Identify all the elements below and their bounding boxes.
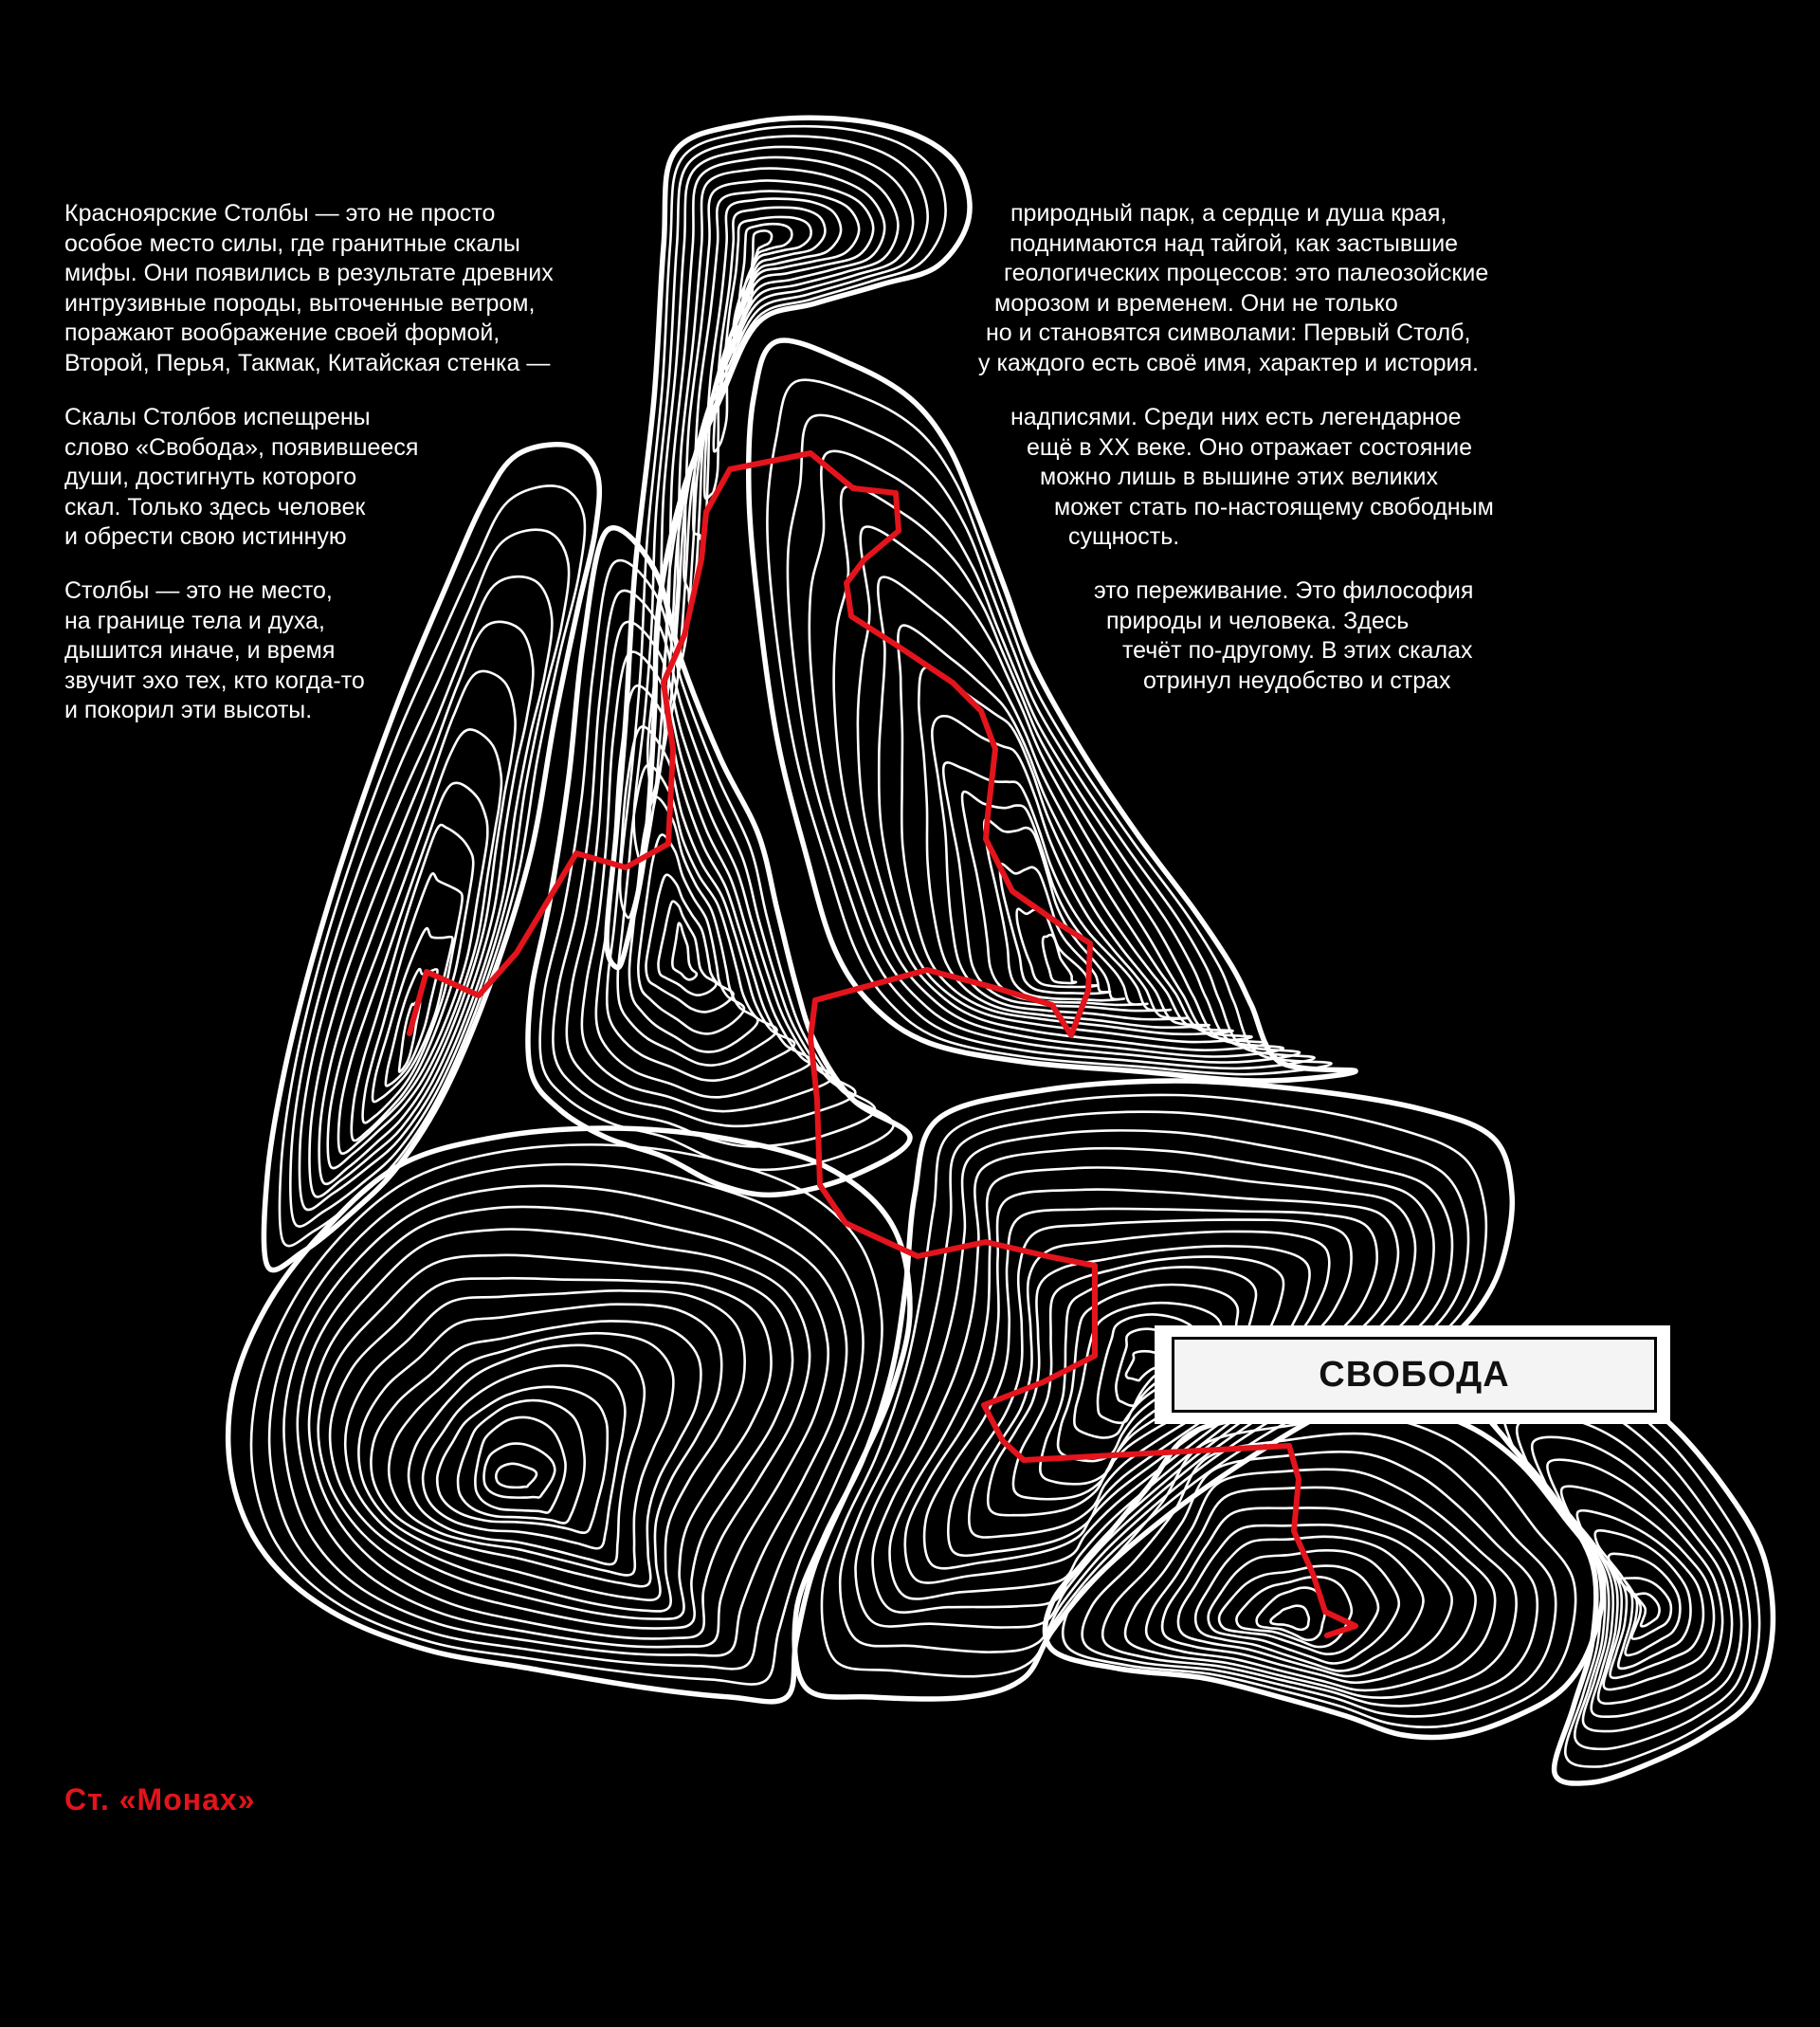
lobe-middle-left	[528, 528, 910, 1196]
text-line: но и становятся символами: Первый Столб,	[986, 320, 1471, 346]
contour-line	[423, 1366, 625, 1549]
contour-line	[496, 1464, 537, 1488]
text-line: морозом и временем. Они не только	[994, 289, 1398, 317]
text-line: может стать по-настоящему свободным	[1054, 493, 1494, 520]
contour-line	[672, 923, 697, 980]
text-line: у каждого есть своё имя, характер и история.	[978, 349, 1480, 376]
right-paragraph-2	[978, 403, 1494, 553]
text-line: души, достигнуть которого	[64, 464, 357, 490]
text-line: особое место силы, где гранитные скалы	[64, 229, 520, 257]
text-line: Столбы — это не место,	[64, 577, 333, 604]
label-box	[1155, 1325, 1670, 1424]
text-line: поражают воображение своей формой,	[64, 320, 500, 346]
text-line: ещё в XX веке. Оно отражает состояние	[1027, 433, 1473, 461]
right-paragraph-3	[978, 576, 1473, 696]
text-line: мифы. Они появились в результате древних	[64, 260, 554, 286]
contour-line	[618, 765, 777, 1066]
text-line: поднимаются над тайгой, как застывшие	[1010, 229, 1459, 257]
lobe-lower-left	[228, 1128, 910, 1702]
text-line: сущность.	[1068, 523, 1180, 550]
contour-line	[484, 1444, 555, 1498]
text-line: скал. Только здесь человек	[64, 493, 366, 520]
text-line: надписями. Среди них есть легендарное	[1010, 404, 1462, 430]
text-line: Второй, Перья, Такмак, Китайская стенка —	[64, 349, 551, 376]
text-line: отринул неудобство и страх	[1143, 667, 1451, 694]
text-line: слово «Свобода», появившееся	[64, 433, 419, 461]
text-line: природный парк, а сердце и душа края,	[1010, 200, 1447, 227]
contour-line	[1271, 1606, 1309, 1630]
text-line: Скалы Столбов испещрены	[64, 404, 371, 430]
contour-line	[1236, 1577, 1351, 1647]
text-line: на границе тела и духа,	[64, 607, 325, 634]
text-line: звучит эхо тех, кто когда-то	[64, 667, 365, 694]
contour-line	[309, 1229, 810, 1638]
left-paragraph-1	[64, 199, 554, 378]
text-line: можно лишь в вышине этих великих	[1040, 464, 1439, 490]
caption: Ст. «Монах»	[64, 1782, 256, 1817]
contour-outline	[228, 1128, 910, 1702]
label-text: СВОБОДА	[1172, 1337, 1657, 1413]
text-line: интрузивные породы, выточенные ветром,	[64, 289, 536, 317]
contour-line	[251, 1144, 882, 1684]
left-paragraph-3	[64, 576, 365, 726]
text-line: Красноярские Столбы — это не просто	[64, 200, 496, 227]
text-line: течёт по-другому. В этих скалах	[1122, 637, 1473, 664]
text-line: это переживание. Это философия	[1094, 577, 1474, 604]
contour-line	[1000, 864, 1110, 994]
text-line: и покорил эти высоты.	[64, 697, 313, 723]
right-paragraph-1	[978, 199, 1488, 378]
left-paragraph-2	[64, 403, 418, 553]
contour-line	[1178, 1525, 1452, 1676]
text-line: геологических процессов: это палеозойские	[1004, 260, 1489, 286]
text-line: дышится иначе, и время	[64, 637, 336, 664]
text-line: природы и человека. Здесь	[1106, 607, 1410, 634]
text-line: и обрести свою истинную	[64, 523, 347, 550]
